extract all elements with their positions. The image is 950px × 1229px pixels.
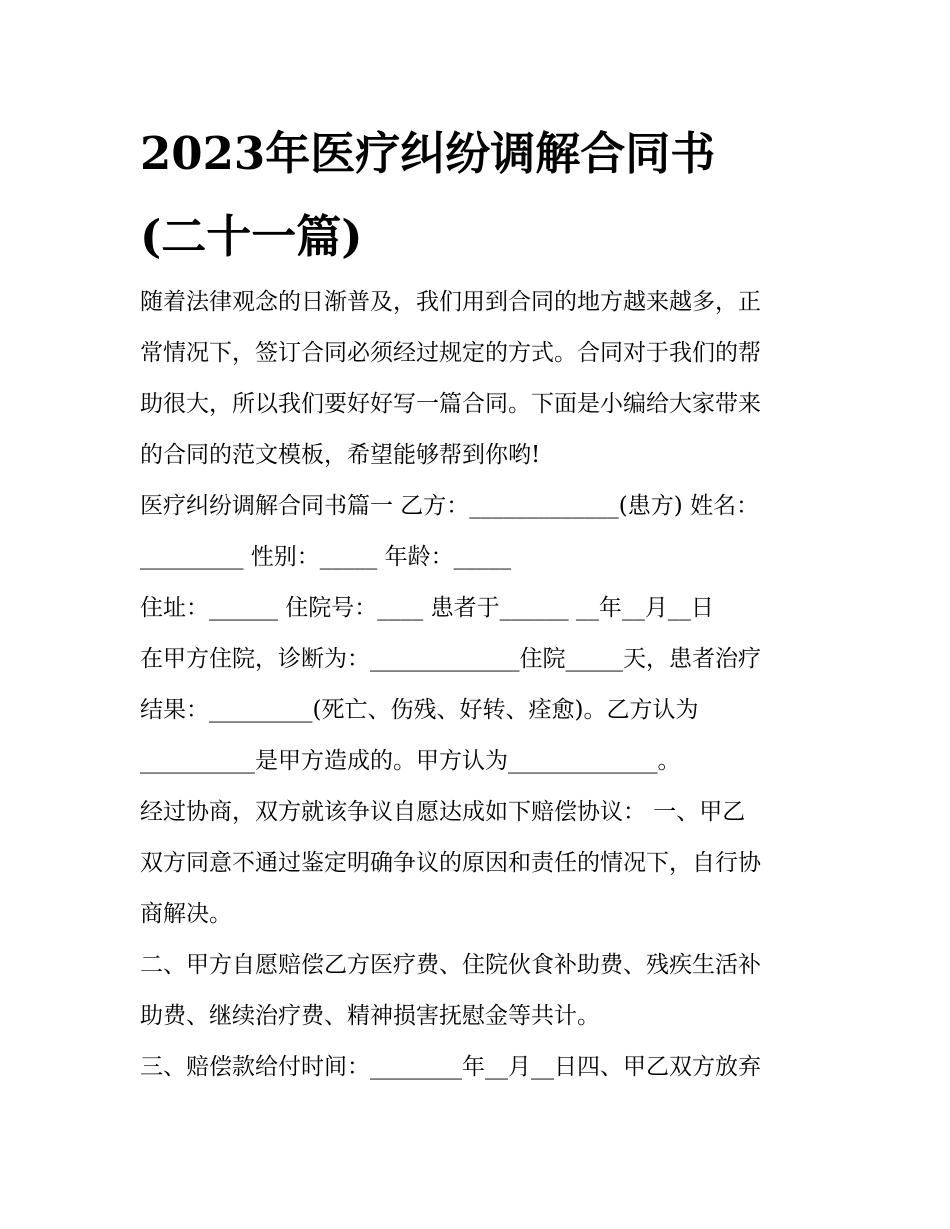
body-line-15: 助费、继续治疗费、精神损害抚慰金等共计。: [140, 1003, 600, 1029]
body-line-8: 在甲方住院，诊断为：_____________住院_____天，患者治疗: [140, 646, 761, 672]
body-line-5: 医疗纠纷调解合同书篇一 乙方：_____________(患方) 姓名：: [140, 493, 760, 519]
document-title: [140, 112, 820, 278]
body-line-16: 三、赔偿款给付时间：________年__月__日四、甲乙双方放弃: [140, 1054, 761, 1080]
title-line-2: (二十一篇): [140, 210, 363, 263]
body-line-1: 随着法律观念的日渐普及，我们用到合同的地方越来越多，正: [140, 289, 761, 315]
title-line-1: 2023年医疗纠纷调解合同书: [140, 127, 716, 180]
document-body: [140, 277, 820, 1093]
body-line-12: 双方同意不通过鉴定明确争议的原因和责任的情况下，自行协: [140, 850, 761, 876]
body-line-6: _________ 性别：_____ 年龄：_____: [140, 544, 512, 570]
body-line-10: __________是甲方造成的。甲方认为_____________。: [140, 748, 681, 774]
body-line-9: 结果：_________(死亡、伤残、好转、痊愈)。乙方认为: [140, 697, 699, 723]
body-line-13: 商解决。: [140, 901, 232, 927]
body-line-3: 助很大，所以我们要好好写一篇合同。下面是小编给大家带来: [140, 391, 761, 417]
body-line-4: 的合同的范文模板，希望能够帮到你哟!: [140, 442, 541, 468]
body-line-14: 二、甲方自愿赔偿乙方医疗费、住院伙食补助费、残疾生活补: [140, 952, 761, 978]
body-line-7: 住址：______ 住院号：____ 患者于______ __年__月__日: [140, 595, 714, 621]
body-line-11: 经过协商，双方就该争议自愿达成如下赔偿协议： 一、甲乙: [140, 799, 746, 825]
body-line-2: 常情况下，签订合同必须经过规定的方式。合同对于我们的帮: [140, 340, 761, 366]
